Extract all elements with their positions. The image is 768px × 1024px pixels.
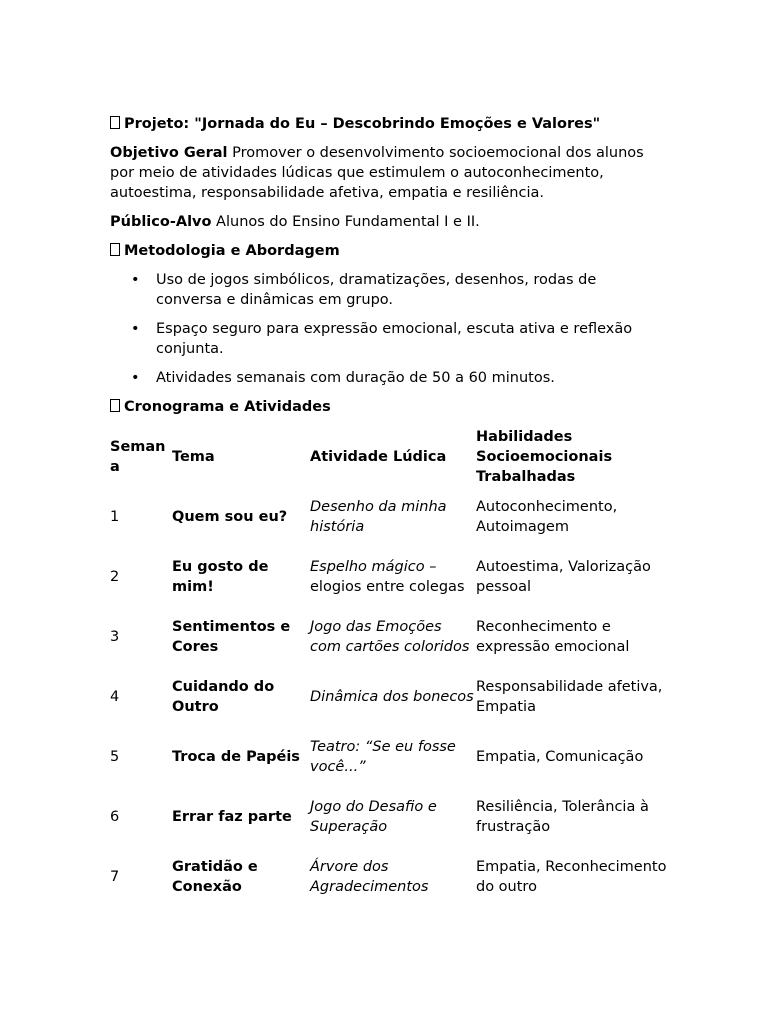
cell-atividade	[310, 847, 476, 907]
cell-atividade-italic: Árvore dos Agradecimentos	[310, 859, 429, 895]
project-heading	[110, 114, 650, 134]
cell-tema: Gratidão e Conexão	[172, 859, 258, 895]
cell-habilidades: Autoconhecimento, Autoimagem	[476, 499, 618, 535]
cell-habilidades: Responsabilidade afetiva, Empatia	[476, 679, 663, 715]
cell-tema: Sentimentos e Cores	[172, 619, 291, 655]
cell-habilidades: Resiliência, Tolerância à frustração	[476, 799, 649, 835]
cell-atividade-italic: Desenho da minha história	[310, 499, 447, 535]
cell-atividade-italic: Jogo das Emoções com cartões coloridos	[310, 619, 470, 655]
project-heading-text: Projeto: "Jornada do Eu – Descobrindo Emoções e Valores"	[124, 116, 601, 132]
square-glyph-icon	[110, 243, 120, 256]
cell-atividade-italic: Dinâmica dos bonecos	[310, 689, 474, 705]
audience-text: Alunos do Ensino Fundamental I e II.	[211, 214, 480, 230]
cell-semana: 7	[110, 869, 120, 885]
objective-text: Promover o desenvolvimento socioemocional dos alunos por meio de atividades lúdicas que estimulem o autoconhecimento, autoestima, responsabilidade afetiva, empatia e resiliência.	[110, 145, 644, 201]
cell-habilidades: Empatia, Comunicação	[476, 749, 644, 765]
cell-tema: Cuidando do Outro	[172, 679, 275, 715]
cell-atividade	[310, 547, 476, 607]
table-row	[110, 487, 670, 547]
cell-atividade	[310, 487, 476, 547]
cell-atividade-italic: Espelho mágico –	[310, 559, 437, 575]
cell-semana: 2	[110, 569, 120, 585]
methodology-list	[110, 270, 650, 388]
cell-atividade	[310, 607, 476, 667]
objective-label: Objetivo Geral	[110, 145, 228, 161]
cell-atividade-italic: Teatro: “Se eu fosse você...”	[310, 739, 456, 775]
table-row	[110, 607, 670, 667]
cell-tema: Quem sou eu?	[172, 509, 288, 525]
cell-semana: 1	[110, 509, 120, 525]
table-row	[110, 727, 670, 787]
table-header-row	[110, 427, 670, 487]
objective-paragraph	[110, 143, 650, 203]
cell-habilidades: Autoestima, Valorização pessoal	[476, 559, 651, 595]
column-header-semana: Semana	[110, 439, 166, 475]
cell-semana: 6	[110, 809, 120, 825]
cell-atividade	[310, 667, 476, 727]
list-item: • Espaço seguro para expressão emocional, escuta ativa e reflexão conjunta.	[156, 319, 650, 359]
methodology-heading-text: Metodologia e Abordagem	[124, 243, 340, 259]
table-row	[110, 787, 670, 847]
table-row	[110, 667, 670, 727]
cell-semana: 4	[110, 689, 120, 705]
cell-tema: Errar faz parte	[172, 809, 292, 825]
table-row	[110, 547, 670, 607]
cell-atividade	[310, 727, 476, 787]
column-header-atividade: Atividade Lúdica	[310, 449, 447, 465]
schedule-heading-text: Cronograma e Atividades	[124, 399, 331, 415]
table-row	[110, 847, 670, 907]
schedule-heading	[110, 397, 650, 417]
methodology-heading	[110, 241, 650, 261]
cell-habilidades: Reconhecimento e expressão emocional	[476, 619, 630, 655]
audience-label: Público-Alvo	[110, 214, 212, 230]
cell-atividade	[310, 787, 476, 847]
cell-tema: Troca de Papéis	[172, 749, 300, 765]
square-glyph-icon	[110, 116, 120, 129]
square-glyph-icon	[110, 399, 120, 412]
list-item: • Atividades semanais com duração de 50 a 60 minutos.	[156, 368, 650, 388]
document-content	[110, 114, 667, 907]
column-header-tema: Tema	[172, 449, 215, 465]
cell-semana: 5	[110, 749, 120, 765]
cell-atividade-italic: Jogo do Desafio e Superação	[310, 799, 437, 835]
cell-habilidades: Empatia, Reconhecimento do outro	[476, 859, 667, 895]
list-item: • Uso de jogos simbólicos, dramatizações, desenhos, rodas de conversa e dinâmicas em grupo.	[156, 270, 650, 310]
schedule-table	[110, 427, 670, 907]
cell-atividade-plain: elogios entre colegas	[310, 579, 465, 595]
column-header-habilidades: Habilidades Socioemocionais Trabalhadas	[476, 429, 613, 485]
audience-paragraph	[110, 212, 650, 232]
cell-semana: 3	[110, 629, 120, 645]
cell-tema: Eu gosto de mim!	[172, 559, 269, 595]
